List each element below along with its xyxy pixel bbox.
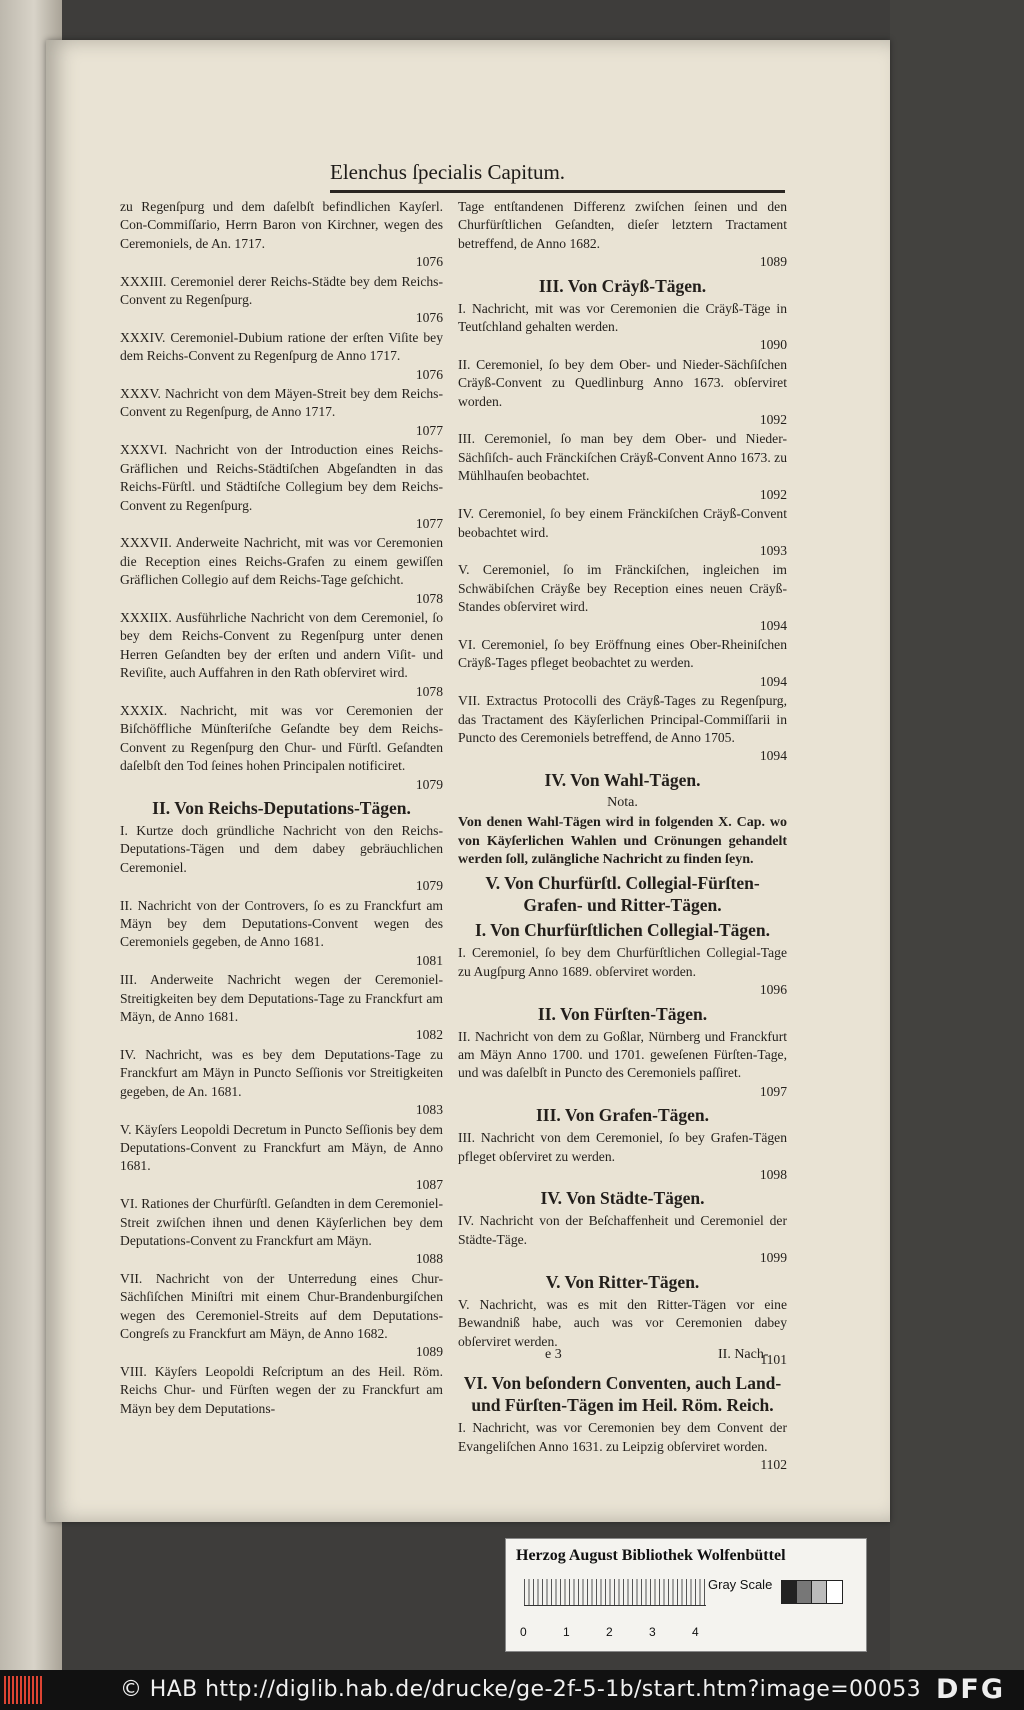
entry-text: V. Käyſers Leopoldi Decretum in Puncto Seſſionis bey dem Deputations-Convent zu Franckfurt am Mäyn, de Anno 1681. [120,1121,443,1174]
toc-entry [120,971,443,1045]
page-number: 1094 [759,617,787,633]
page-number: 1076 [415,310,443,326]
entry-text: I. Nachricht, mit was vor Ceremonien die Cräyß-Täge in Teutſchland gehalten werden. [458,300,787,335]
entry-text: XXXIII. Ceremoniel derer Reichs-Städte bey dem Reichs-Convent zu Regenſpurg. [120,273,443,308]
entry-text: VII. Nachricht von der Unterredung eines Chur-Sächſiſchen Miniſtri mit einem Chur-Brandenburgiſchen wegen des Ceremoniel-Streits auf dem Deputations-Congreſs zu Franckfurt am Mäyn, de Anno 1682. [120,1270,443,1341]
toc-entry [458,561,787,635]
page-number: 1089 [759,254,787,270]
toc-entry [458,300,787,355]
entry-text: III. Anderweite Nachricht wegen der Ceremoniel-Streitigkeiten bey dem Deputations-Tage zu Franckfurt am Mäyn, de Anno 1681. [120,972,443,1025]
section-heading: IV. Von Städte-Tägen. [540,1188,705,1209]
toc-entry [120,534,443,608]
toc-entry [458,198,787,272]
entry-text: I. Kurtze doch gründliche Nachricht von den Reichs-Deputations-Tägen und dem dabey gebräuchlichen Ceremoniel. [120,823,443,875]
toc-entry [458,1028,787,1102]
toc-entry [458,505,787,560]
section-heading: II. Von Reichs-Deputations-Tägen. [152,798,411,818]
scan-backdrop [890,0,1024,1670]
toc-entry [120,329,443,384]
viewer-footer-bar [0,1670,1024,1710]
page-number: 1097 [759,1083,787,1099]
entry-text: III. Ceremoniel, ſo man bey dem Ober- und Nieder-Sächſiſch- auch Fränckiſchen Cräyß-Convent Anno 1673. zu Mühlhauſen beobachtet. [458,431,787,484]
cm-ruler [524,1579,706,1606]
entry-text: Tage entſtandenen Differenz zwiſchen ſeinen und den Churfürſtlichen Geſandten, dieſer letztern Tractament betreffend, de Anno 1682. [458,199,787,251]
entry-text: VI. Rationes der Churfürſtl. Geſandten in dem Ceremoniel-Streit zwiſchen ihnen und denen Käyſerlichen bey dem Deputations-Convent zu Franckfurt am Mäyn. [120,1196,443,1248]
page-number: 1089 [415,1344,443,1360]
page-number: 1077 [415,515,443,531]
entry-text: VII. Extractus Protocolli des Cräyß-Tages zu Regenſpurg, das Tractament des Käyſerlichen Principal-Commiſſarii in Puncto des Ceremoniels betreffend, de Anno 1705. [458,693,787,745]
toc-entry [458,1129,787,1184]
section-heading: VI. Von beſondern Conventen, auch Land- und Fürſten-Tägen im Heil. Röm. Reich. [463,1373,782,1416]
entry-text: IV. Nachricht von der Beſchaffenheit und Ceremoniel der Städte-Täge. [458,1213,787,1247]
page-number: 1083 [415,1102,443,1118]
entry-text: I. Nachricht, was vor Ceremonien bey dem Convent der Evangeliſchen Anno 1631. zu Leipzig obſerviret worden. [458,1420,787,1454]
ruler-number: 1 [563,1625,570,1639]
entry-text: VIII. Käyſers Leopoldi Reſcriptum an des Heil. Röm. Reichs Chur- und Fürſten wegen der zu Franckfurt am Mäyn bey dem Deputations- [120,1363,443,1416]
toc-entry [120,897,443,971]
entry-text: V. Ceremoniel, ſo im Fränckiſchen, ingleichen im Schwäbiſchen Cräyße bey Reception eines neuen Cräyß-Standes obſerviret wird. [458,562,787,615]
right-text-column [458,198,787,1476]
entry-text: IV. Ceremoniel, ſo bey einem Fränckiſchen Cräyß-Convent beobachtet wird. [458,506,787,540]
entry-text: XXXV. Nachricht von dem Mäyen-Streit bey dem Reichs-Convent zu Regenſpurg, de Anno 1717. [120,386,443,420]
page-number: 1093 [759,542,787,558]
nota-text: Von denen Wahl-Tägen wird in folgenden X. Cap. wo von Käyſerlichen Wahlen und Crönungen gehandelt werden ſoll, zulängliche Nachricht zu finden ſeyn. [458,815,787,867]
toc-entry [120,1121,443,1195]
section-heading: IV. Von Wahl-Tägen. [544,769,701,790]
page-number: 1098 [759,1167,787,1183]
toc-entry [458,1419,787,1474]
hab-barcode-icon [4,1676,44,1704]
entry-text: II. Ceremoniel, ſo bey dem Ober- und Nieder-Sächſiſchen Cräyß-Convent zu Quedlinburg Anno 1673. obſerviret worden. [458,356,787,409]
page-number: 1076 [415,366,443,382]
page-number: 1088 [415,1251,443,1267]
page-number: 1096 [759,982,787,998]
entry-text: II. Nachricht von dem zu Goßlar, Nürnberg und Franckfurt am Mäyn Anno 1700. und 1701. geweſenen Fürſten-Tage, und was daſelbſt in Puncto des Ceremoniels paſſiret. [458,1028,787,1081]
page-number: 1101 [760,1351,787,1367]
toc-entry [458,692,787,766]
page-number: 1094 [759,673,787,689]
entry-text: V. Nachricht, was es mit den Ritter-Tägen vor eine Bewandniß habe, auch was vor Ceremonien dabey obſerviret werden. [458,1296,787,1349]
page-number: 1094 [759,748,787,764]
toc-entry [120,198,443,272]
entry-text: zu Regenſpurg und dem daſelbſt befindlichen Kayſerl. Con-Commiſſario, Herrn Baron von Kirchner, wegen des Ceremoniels, de An. 1717. [120,199,443,251]
toc-entry [120,1270,443,1362]
entry-text: IV. Nachricht, was es bey dem Deputations-Tage zu Franckfurt am Mäyn in Puncto Seſſionis vor Streitigkeiten gegeben, de An. 1681. [120,1046,443,1099]
library-name: Herzog August Bibliothek Wolfenbüttel [516,1547,786,1564]
page-number: 1078 [415,683,443,699]
page-number: 1082 [415,1027,443,1043]
gray-scale-label: Gray Scale [708,1577,773,1592]
left-text-column [120,198,443,1419]
gray-swatch [826,1580,843,1604]
running-header [330,160,785,193]
page-number: 1092 [759,486,787,502]
toc-entry [120,702,443,794]
entry-text: II. Nachricht von der Controvers, ſo es zu Franckfurt am Mäyn bey dem Deputations-Convent wegen des Ceremoniels gegeben, de Anno 1681. [120,897,443,950]
page-number: 1076 [415,254,443,270]
page-number: 1081 [415,952,443,968]
toc-entry [120,385,443,440]
signature-mark: e 3 [545,1347,562,1362]
toc-entry [120,441,443,533]
toc-entry [120,273,443,328]
section-heading: III. Von Grafen-Tägen. [535,1105,710,1126]
nota-label: Nota. [607,794,638,810]
toc-entry [458,1212,787,1267]
entry-text: XXXVI. Nachricht von der Introduction eines Reichs-Gräflichen und Reichs-Städtiſchen Abgeſandten in das Reichs-Fürſtl. und Städtiſche Collegium bey dem Reichs-Convent zu Regenſpurg. [120,442,443,513]
toc-entry [120,1195,443,1269]
page-number: 1079 [415,878,443,894]
entry-text: XXXIX. Nachricht, mit was vor Ceremonien der Biſchöffliche Münſteriſche Geſandte bey dem Reichs-Convent zu Regenſpurg den Chur- und Fürſtl. Geſandten daſelbſt den Tod ſeines hohen Principalen notificiret. [120,702,443,774]
entry-text: XXXIV. Ceremoniel-Dubium ratione der erſten Viſite bey dem Reichs-Convent zu Regenſpurg de Anno 1717. [120,329,443,364]
page-number: 1102 [760,1457,787,1473]
toc-entry [458,636,787,691]
ruler-number: 3 [649,1625,656,1639]
page-number: 1092 [759,412,787,428]
ruler-number: 2 [606,1625,613,1639]
toc-entry [458,430,787,504]
library-color-target [505,1538,867,1652]
entry-text: XXXIIX. Ausführliche Nachricht von dem Ceremoniel, ſo bey dem Reichs-Convent zu Regenſpurg unter denen Herren Geſandten bey der erſten und andern Viſit- und Reviſite, auch Auffahren in den Rath obſerviret wird. [120,609,443,681]
section-heading: II. Von Fürſten-Tägen. [537,1003,708,1024]
catchword: II. Nach- [718,1347,769,1362]
section-heading: I. Von Churfürſtlichen Collegial-Tägen. [474,920,771,941]
section-heading: V. Von Churfürſtl. Collegial-Fürſten-Grafen- und Ritter-Tägen. [485,873,760,916]
page-number: 1079 [415,776,443,792]
entry-text: XXXVII. Anderweite Nachricht, mit was vor Ceremonien die Reception eines Reichs-Grafen zu einem gewiſſen Gräflichen Collegio auf dem Reichs-Tage geſchicht. [120,535,443,588]
section-heading: V. Von Ritter-Tägen. [545,1271,700,1292]
entry-text: VI. Ceremoniel, ſo bey Eröffnung eines Ober-Rheiniſchen Cräyß-Tages pfleget beobachtet zu werden. [458,636,787,671]
ruler-number: 4 [692,1625,699,1639]
dfg-logo: DFG [936,1674,1006,1705]
page-number: 1090 [759,337,787,353]
ruler-number: 0 [520,1625,527,1639]
page-number: 1099 [759,1250,787,1266]
toc-entry [120,609,443,701]
entry-text: I. Ceremoniel, ſo bey dem Churfürſtlichen Collegial-Tage zu Augſpurg Anno 1689. obſerviret worden. [458,945,787,979]
section-heading: III. Von Cräyß-Tägen. [538,275,707,296]
source-credit-link[interactable]: © HAB http://diglib.hab.de/drucke/ge-2f-5-1b/start.htm?image=00053 [120,1677,922,1702]
toc-entry [458,356,787,430]
toc-entry [120,822,443,896]
page-number: 1077 [415,422,443,438]
toc-entry [120,1363,443,1418]
page-number: 1078 [415,590,443,606]
entry-text: III. Nachricht von dem Ceremoniel, ſo bey Grafen-Tägen pfleget obſerviret zu werden. [458,1130,787,1164]
toc-entry [120,1046,443,1120]
page-number: 1087 [415,1176,443,1192]
page-title: Elenchus ſpecialis Capitum. [330,160,566,184]
toc-entry [458,944,787,999]
